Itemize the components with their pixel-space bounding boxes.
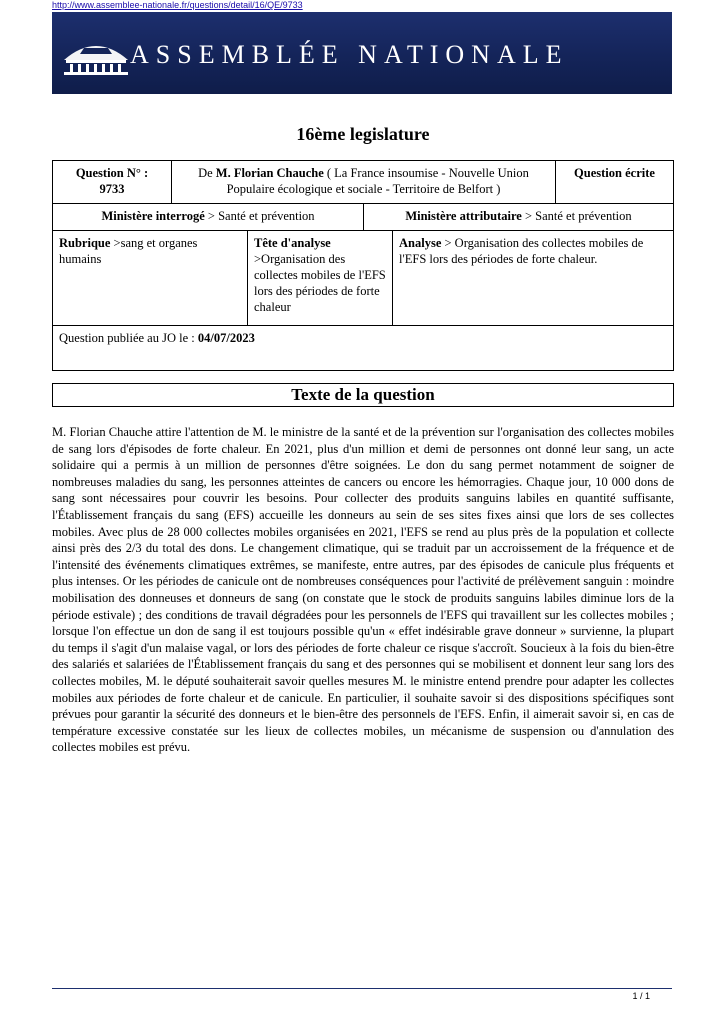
assemblee-banner bbox=[52, 12, 672, 94]
analyse-value: > Organisation des collectes mobiles de l'EFS lors des périodes de forte chaleur. bbox=[399, 236, 644, 266]
legislature-title: 16ème legislature bbox=[296, 124, 430, 144]
publication-date: 04/07/2023 bbox=[197, 331, 255, 345]
tete-analyse-cell bbox=[247, 231, 392, 325]
ministere-attributaire-value: > Santé et prévention bbox=[524, 209, 632, 223]
tete-analyse-label: Tête d'analyse bbox=[254, 236, 331, 250]
assemblee-hemicycle-logo-icon bbox=[60, 30, 132, 76]
page-number: 1 / 1 bbox=[632, 991, 650, 1001]
question-type: Question écrite bbox=[574, 166, 655, 180]
texte-question-body: M. Florian Chauche attire l'attention de M. le ministre de la santé et de la prévention sur l'organisation des collectes mobiles de sang lors d'épisodes de forte chaleur. En 2021, plus d'un million et demi de personnes ont donné leur sang, un acte solidaire qui a permis à un million de personnes d'être soignées. Le don du sang permet notamment de soigner de nombreuses maladies du sang, les personnes atteintes de cancers ou encore les hémorragies. Chaque jour, 10 000 dons de sang sont nécessaires pour couvrir les besoins. Pour collecter des produits sanguins labiles en quantité suffisante, l'Établissement français du sang (EFS) accueille les donneurs au sein de ses sites fixes ainsi que lors de ses collectes mobiles. Avec plus de 28 000 collectes mobiles organisées en 2021, l'EFS se rend au plus près de la population et collecte ainsi près des 2/3 du total des dons. Le changement climatique, qui se traduit par un accroissement de la fréquence et de l'intensité des événements climatiques extrêmes, se manifeste, entre autres, par des épisodes de canicule plus fréquents et plus intenses. Or les périodes de canicule ont de nombreuses conséquences pour l'activité de prélèvement sanguin : moindre mobilisation des donneuses et donneurs de sang (on constate que le stock de produits sanguins labiles diminue lors de la période estivale) ; des conditions de travail dégradées pour les personnels de l'EFS qui travaillent sur les collectes mobiles ; lorsque l'on effectue un don de sang il est toujours possible qu'un « effet indésirable grave donneur » survienne, la plupart du temps il s'agit d'un malaise vagal, or lors des périodes de forte chaleur ce risque s'accroît. Soucieux à la fois du bien-être des salariés et salariées de l'Établissement français du sang et des personnes qui se mobilisent et donnent leur sang lors des collectes mobiles, M. le député souhaiterait savoir quelles mesures M. le ministre entend prendre pour adapter les collectes mobiles aux périodes de forte chaleur et de canicule. En particulier, il souhaite savoir si des dispositions spécifiques sont prévues pour garantir la sécurité des donneurs et le bien-être des personnels de l'EFS. Enfin, il aimerait savoir si, en cas de température excessive constatée sur les lieux de collectes mobiles, un mécanisme de suspension ou d'annulation des collectes mobiles est prévu. bbox=[52, 425, 674, 755]
tete-analyse-value: >Organisation des collectes mobiles de l'EFS lors des périodes de forte chaleur bbox=[254, 252, 386, 314]
author-prefix: De bbox=[198, 166, 213, 180]
ministere-interroge-value: > Santé et prévention bbox=[207, 209, 315, 223]
question-info-table bbox=[52, 160, 674, 371]
page-url-link[interactable]: http://www.assemblee-nationale.fr/questions/detail/16/QE/9733 bbox=[52, 0, 303, 10]
question-author-cell bbox=[171, 161, 555, 203]
assemblee-brand-title: ASSEMBLÉE NATIONALE bbox=[130, 40, 569, 69]
rubrique-cell bbox=[53, 231, 247, 325]
question-number: 9733 bbox=[99, 182, 125, 196]
rubrique-value: >sang et organes humains bbox=[59, 236, 198, 266]
author-details: ( La France insoumise - Nouvelle Union Populaire écologique et sociale - Territoire de Belfort ) bbox=[226, 166, 529, 196]
ministere-interroge-cell bbox=[53, 204, 363, 230]
ministere-interroge-label: Ministère interrogé bbox=[101, 209, 205, 223]
question-number-label: Question N° : bbox=[75, 166, 149, 180]
ministere-attributaire-label: Ministère attributaire bbox=[405, 209, 522, 223]
publication-cell bbox=[53, 326, 673, 370]
author-name: M. Florian Chauche bbox=[215, 166, 324, 180]
rubrique-label: Rubrique bbox=[59, 236, 111, 250]
question-number-cell bbox=[53, 161, 171, 203]
question-type-cell bbox=[555, 161, 673, 203]
ministere-attributaire-cell bbox=[363, 204, 673, 230]
footer-divider bbox=[52, 988, 672, 989]
publication-label: Question publiée au JO le : bbox=[59, 331, 195, 345]
analyse-label: Analyse bbox=[399, 236, 442, 250]
texte-question-title: Texte de la question bbox=[52, 383, 674, 407]
analyse-cell bbox=[392, 231, 673, 325]
